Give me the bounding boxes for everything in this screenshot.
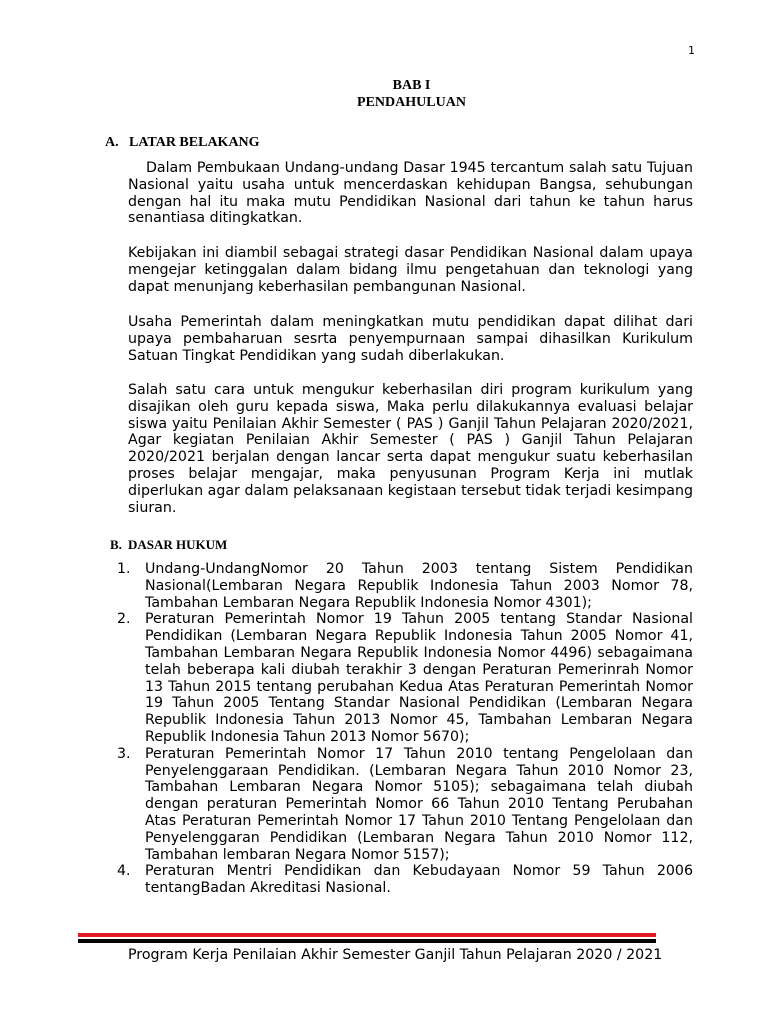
paragraph-3: [128, 314, 693, 364]
list-number: 3.: [117, 745, 131, 762]
section-letter: B.: [110, 537, 122, 552]
list-number: 1.: [117, 561, 131, 577]
paragraph-1: [128, 160, 693, 227]
list-item-text: Peraturan Pemerintah Nomor 19 Tahun 2005 tentang Standar Nasional Pendidikan (Lembaran Negara Republik Indonesia Tahun 2005 Nomor 41, Tambahan Lembaran Negara Republik Indonesia Nomor 4496) sebagaimana telah beberapa kali diubah terakhir 3 dengan Peraturan Pemerinrah Nomor 13 Tahun 2015 tentang perubahan Kedua Atas Peraturan Pemerintah Nomor 19 Tahun 2005 Tentang Standar Nasional Pendidikan (Lembaran Negara Republik Indonesia Tahun 2013 Nomor 45, Tambahan Lembaran Negara Republik Indonesia Tahun 2013 Nomor 5670);: [145, 611, 693, 745]
footer-text: Program Kerja Penilaian Akhir Semester Ganjil Tahun Pelajaran 2020 / 2021: [128, 947, 663, 963]
paragraph-text: Usaha Pemerintah dalam meningkatkan mutu pendidikan dapat dilihat dari upaya pembaharuan sesrta penyempurnaan sampai dihasilkan Kurikulum Satuan Tingkat Pendidikan yang sudah diberlakukan.: [128, 314, 693, 364]
section-heading-dasar-hukum: [110, 537, 227, 553]
page-number: 1: [688, 44, 695, 57]
chapter-number: BAB I: [392, 78, 431, 93]
paragraph-4: [128, 382, 693, 516]
section-title: DASAR HUKUM: [128, 537, 228, 552]
list-item-text: Undang-UndangNomor 20 Tahun 2003 tentang Sistem Pendidikan Nasional(Lembaran Negara Republik Indonesia Tahun 2003 Nomor 78, Tambahan Lembaran Negara Republik Indonesia Nomor 4301);: [145, 561, 693, 611]
footer-divider-red: [78, 933, 656, 937]
chapter-title: PENDAHULUAN: [357, 95, 466, 110]
section-heading-latar-belakang: [105, 135, 260, 151]
list-item-text: Peraturan Mentri Pendidikan dan Kebudayaan Nomor 59 Tahun 2006 tentangBadan Akreditasi Nasional.: [145, 863, 693, 897]
paragraph-text: Dalam Pembukaan Undang-undang Dasar 1945 tercantum salah satu Tujuan Nasional yaitu usaha untuk mencerdaskan kehidupan Bangsa, sehubungan dengan hal itu maka mutu Pendidikan Nasional dari tahun ke tahun harus senantiasa ditingkatkan.: [128, 160, 693, 227]
paragraph-text: Salah satu cara untuk mengukur keberhasilan diri program kurikulum yang disajikan oleh guru kepada siswa, Maka perlu dilakukannya evaluasi belajar siswa yaitu Penilaian Akhir Semester ( PAS ) Ganjil Tahun Pelajaran 2020/2021, Agar kegiatan Penilaian Akhir Semester ( PAS ) Ganjil Tahun Pelajaran 2020/2021 berjalan dengan lancar serta dapat mengukur suatu keberhasilan proses belajar mengajar, maka penyusunan Program Kerja ini mutlak diperlukan agar dalam pelaksanaan kegistaan tersebut tidak terjadi kesimpang siuran.: [128, 382, 693, 516]
list-item: [117, 745, 693, 864]
legal-basis-list: [117, 561, 693, 897]
list-number: 2.: [117, 611, 131, 628]
footer-divider-black: [78, 939, 656, 943]
chapter-heading: [0, 77, 768, 111]
list-item: [117, 561, 693, 611]
section-title: LATAR BELAKANG: [129, 135, 260, 150]
paragraph-text: Kebijakan ini diambil sebagai strategi dasar Pendidikan Nasional dalam upaya mengejar ketinggalan dalam bidang ilmu pengetahuan dan teknologi yang dapat menunjang keberhasilan pembangunan Nasional.: [128, 245, 693, 295]
paragraph-2: [128, 245, 693, 295]
section-letter: A.: [105, 135, 119, 150]
list-item: [117, 863, 693, 897]
list-item: [117, 611, 693, 745]
list-number: 4.: [117, 863, 131, 880]
list-item-text: Peraturan Pemerintah Nomor 17 Tahun 2010 tentang Pengelolaan dan Penyelenggaraan Pendidikan. (Lembaran Negara Tahun 2010 Nomor 23, Tambahan Lembaran Negara Nomor 5105); sebagaimana telah diubah dengan peraturan Pemerintah Nomor 66 Tahun 2010 Tentang Perubahan Atas Peraturan Pemerintah Nomor 17 Tahun 2010 Tentang Pengelolaan dan Penyelenggaran Pendidikan (Lembaran Negara Tahun 2010 Nomor 112, Tambahan lembaran Negara Nomor 5157);: [145, 745, 693, 863]
